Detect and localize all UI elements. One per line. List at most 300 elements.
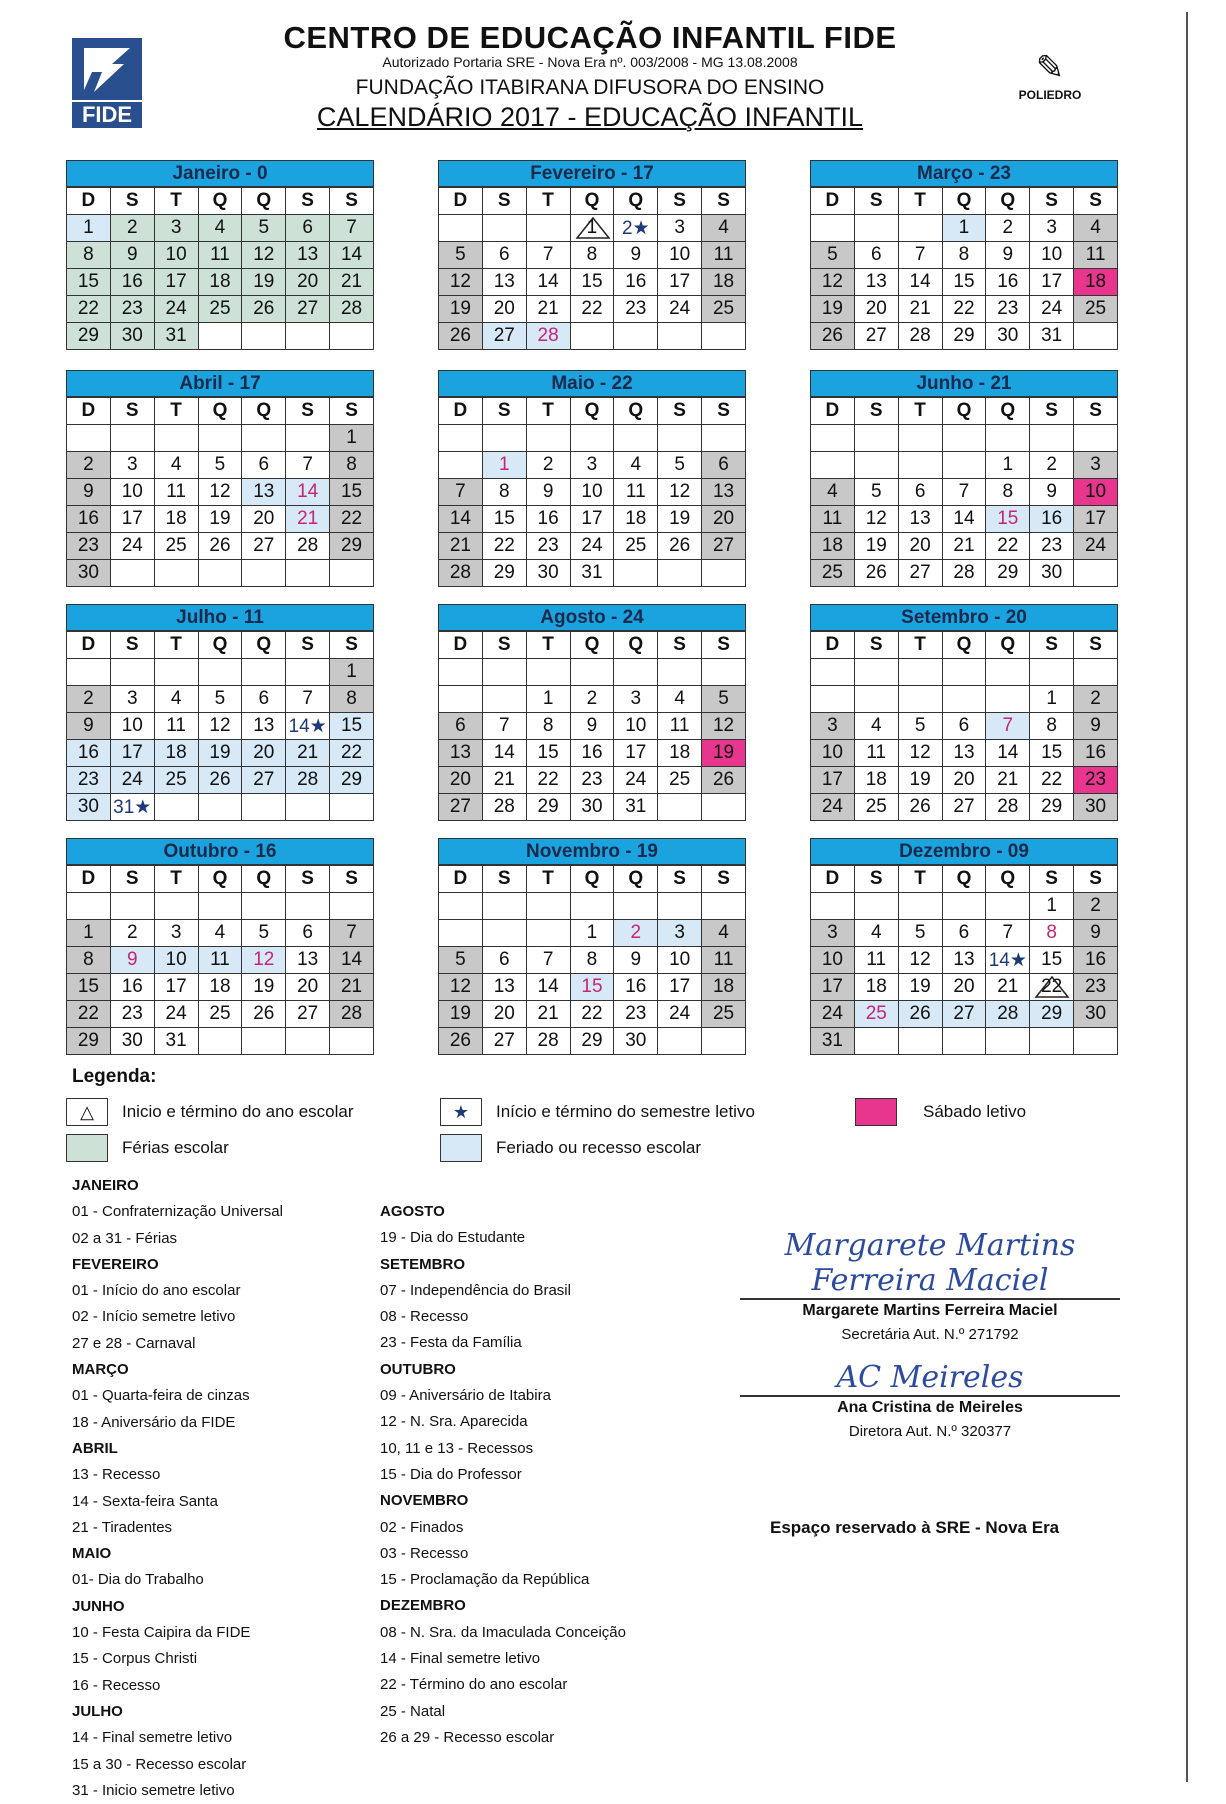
day-cell: 30 — [67, 794, 111, 821]
day-cell — [898, 425, 942, 452]
notes-entry: 22 - Término do ano escolar — [380, 1676, 568, 1694]
day-cell: 6 — [286, 920, 330, 947]
day-cell: 11 — [614, 479, 658, 506]
signer-name: Margarete Martins Ferreira Maciel — [802, 1302, 1058, 1319]
poliedro-logo-text: POLIEDRO — [1018, 88, 1082, 102]
day-cell — [110, 560, 154, 587]
day-cell: 10 — [1030, 242, 1074, 269]
notes-entry: 01 - Quarta-feira de cinzas — [72, 1387, 250, 1405]
vacation-swatch — [66, 1134, 108, 1162]
notes-month-heading: JUNHO — [72, 1597, 125, 1615]
day-cell: 5 — [854, 479, 898, 506]
day-number: 14★ — [288, 715, 327, 737]
day-cell: 18 — [702, 974, 746, 1001]
day-cell — [110, 425, 154, 452]
day-cell: 25 — [854, 1001, 898, 1028]
weekday-header: T — [154, 866, 198, 893]
day-cell: 6 — [942, 713, 986, 740]
day-cell: 16 — [526, 506, 570, 533]
month-title: Outubro - 16 — [66, 838, 374, 865]
fide-logo — [72, 38, 142, 128]
day-cell: 8 — [67, 242, 111, 269]
day-cell: 26 — [242, 296, 286, 323]
day-cell: 13 — [482, 974, 526, 1001]
day-cell: 7 — [286, 452, 330, 479]
notes-month-heading: FEVEREIRO — [72, 1255, 159, 1273]
day-cell: 11 — [154, 713, 198, 740]
day-cell: 2 — [110, 920, 154, 947]
day-cell: 20 — [898, 533, 942, 560]
day-number: 1 — [586, 217, 598, 238]
day-cell: 25 — [614, 533, 658, 560]
weekday-header: T — [526, 632, 570, 659]
day-cell — [702, 323, 746, 350]
day-cell: 11 — [198, 242, 242, 269]
day-cell: 30 — [1030, 560, 1074, 587]
day-cell: 25 — [1074, 296, 1118, 323]
day-cell — [198, 425, 242, 452]
day-cell — [614, 215, 658, 242]
day-cell: 9 — [110, 242, 154, 269]
day-cell: 4 — [154, 686, 198, 713]
day-cell — [854, 1028, 898, 1055]
day-cell: 7 — [526, 947, 570, 974]
signature-director — [740, 1360, 1120, 1440]
day-number: 31★ — [113, 796, 152, 818]
weekday-header: T — [526, 398, 570, 425]
notes-entry: 18 - Aniversário da FIDE — [72, 1413, 236, 1431]
day-cell — [242, 893, 286, 920]
notes-month-heading: ABRIL — [72, 1439, 118, 1457]
weekday-header: S — [110, 398, 154, 425]
signature-secretary — [740, 1228, 1120, 1343]
day-cell: 8 — [67, 947, 111, 974]
notes-entry: 08 - N. Sra. da Imaculada Conceição — [380, 1623, 626, 1641]
day-cell: 10 — [110, 479, 154, 506]
day-cell: 31 — [1030, 323, 1074, 350]
day-cell: 13 — [439, 740, 483, 767]
weekday-header: S — [1030, 632, 1074, 659]
day-cell: 24 — [110, 533, 154, 560]
day-cell: 30 — [570, 794, 614, 821]
weekday-header: Q — [614, 188, 658, 215]
day-cell: 28 — [330, 296, 374, 323]
day-cell: 7 — [482, 713, 526, 740]
day-cell: 13 — [898, 506, 942, 533]
day-cell: 26 — [198, 533, 242, 560]
day-cell: 26 — [854, 560, 898, 587]
weekday-header: S — [1030, 188, 1074, 215]
day-cell: 10 — [658, 947, 702, 974]
day-cell: 30 — [110, 323, 154, 350]
day-cell: 21 — [898, 296, 942, 323]
day-cell: 7 — [330, 920, 374, 947]
day-cell: 6 — [702, 452, 746, 479]
day-cell: 27 — [898, 560, 942, 587]
weekday-header: Q — [570, 398, 614, 425]
day-cell: 22 — [986, 533, 1030, 560]
weekday-header: Q — [986, 398, 1030, 425]
day-cell — [986, 659, 1030, 686]
day-cell: 4 — [154, 452, 198, 479]
day-cell: 22 — [570, 1001, 614, 1028]
day-cell: 27 — [482, 323, 526, 350]
day-cell — [1074, 1028, 1118, 1055]
month-calendar — [810, 604, 1118, 821]
day-cell: 28 — [526, 323, 570, 350]
day-cell: 21 — [482, 767, 526, 794]
day-cell — [198, 659, 242, 686]
day-cell: 20 — [242, 740, 286, 767]
day-cell: 22 — [67, 1001, 111, 1028]
day-cell: 30 — [1074, 794, 1118, 821]
day-cell: 30 — [1074, 1001, 1118, 1028]
day-cell: 6 — [439, 713, 483, 740]
sre-reserved-space: Espaço reservado à SRE - Nova Era — [770, 1518, 1060, 1537]
weekday-header: Q — [942, 632, 986, 659]
weekday-header: S — [702, 632, 746, 659]
day-cell: 20 — [854, 296, 898, 323]
day-cell: 20 — [702, 506, 746, 533]
day-cell: 11 — [854, 947, 898, 974]
day-cell: 13 — [482, 269, 526, 296]
day-cell: 15 — [1030, 740, 1074, 767]
day-cell: 12 — [198, 479, 242, 506]
legend-label: Inicio e término do ano escolar — [122, 1102, 354, 1121]
notes-right-column — [380, 1199, 626, 1751]
weekday-header: Q — [570, 866, 614, 893]
day-cell: 30 — [110, 1028, 154, 1055]
day-cell: 1 — [482, 452, 526, 479]
day-cell: 12 — [811, 269, 855, 296]
day-cell: 2 — [986, 215, 1030, 242]
day-cell: 23 — [67, 533, 111, 560]
signer-role: Diretora Aut. N.º 320377 — [848, 1423, 1012, 1440]
day-cell: 7 — [439, 479, 483, 506]
day-cell: 3 — [1074, 452, 1118, 479]
day-cell — [570, 893, 614, 920]
day-cell: 14 — [986, 740, 1030, 767]
day-cell: 6 — [942, 920, 986, 947]
day-cell: 14 — [526, 269, 570, 296]
day-cell: 16 — [986, 269, 1030, 296]
holiday-swatch — [440, 1134, 482, 1162]
day-cell: 26 — [439, 1028, 483, 1055]
weekday-header: Q — [242, 398, 286, 425]
day-cell: 9 — [1074, 920, 1118, 947]
notes-entry: 14 - Final semetre letivo — [72, 1729, 233, 1747]
day-cell: 3 — [658, 215, 702, 242]
day-cell: 24 — [811, 1001, 855, 1028]
weekday-header: S — [702, 398, 746, 425]
day-cell: 19 — [658, 506, 702, 533]
day-cell — [154, 794, 198, 821]
day-cell: 17 — [110, 740, 154, 767]
day-cell — [110, 794, 154, 821]
day-cell: 5 — [242, 215, 286, 242]
day-cell: 9 — [67, 479, 111, 506]
day-cell — [330, 893, 374, 920]
day-cell: 9 — [986, 242, 1030, 269]
day-cell: 30 — [526, 560, 570, 587]
day-cell — [1030, 425, 1074, 452]
weekday-header: S — [702, 188, 746, 215]
day-cell: 11 — [854, 740, 898, 767]
legend-item-vacation — [66, 1134, 229, 1162]
month-calendar — [66, 160, 374, 350]
poliedro-logo — [1005, 48, 1095, 102]
day-cell: 19 — [811, 296, 855, 323]
day-cell: 9 — [67, 713, 111, 740]
day-cell — [942, 686, 986, 713]
day-cell — [198, 794, 242, 821]
day-cell: 4 — [614, 452, 658, 479]
day-cell: 13 — [854, 269, 898, 296]
fide-logo-mark — [72, 38, 142, 100]
day-cell: 25 — [658, 767, 702, 794]
day-cell: 2 — [1074, 686, 1118, 713]
day-cell — [526, 425, 570, 452]
day-cell: 18 — [1074, 269, 1118, 296]
weekday-header: S — [1030, 398, 1074, 425]
weekday-header: S — [854, 398, 898, 425]
day-cell — [658, 794, 702, 821]
day-cell: 31 — [614, 794, 658, 821]
day-cell — [439, 920, 483, 947]
day-cell: 15 — [570, 974, 614, 1001]
day-cell — [67, 425, 111, 452]
day-cell: 19 — [242, 269, 286, 296]
weekday-header: Q — [198, 398, 242, 425]
weekday-header: D — [811, 632, 855, 659]
day-cell: 23 — [67, 767, 111, 794]
day-cell: 20 — [286, 269, 330, 296]
month-title: Fevereiro - 17 — [438, 160, 746, 187]
day-cell: 4 — [658, 686, 702, 713]
month-calendar — [66, 604, 374, 821]
notes-entry: 23 - Festa da Família — [380, 1334, 522, 1352]
day-cell: 3 — [811, 713, 855, 740]
notes-entry: 21 - Tiradentes — [72, 1518, 173, 1536]
day-cell — [702, 794, 746, 821]
day-cell: 15 — [330, 479, 374, 506]
weekday-header: S — [854, 632, 898, 659]
calendar-title: CALENDÁRIO 2017 - EDUCAÇÃO INFANTIL — [316, 102, 864, 132]
school-name: CENTRO DE EDUCAÇÃO INFANTIL FIDE — [283, 20, 897, 55]
notes-left-column — [72, 1173, 283, 1804]
day-cell: 2 — [67, 686, 111, 713]
day-cell: 5 — [898, 920, 942, 947]
day-cell — [854, 659, 898, 686]
signer-name: Ana Cristina de Meireles — [837, 1399, 1023, 1416]
weekday-header: S — [482, 188, 526, 215]
notes-entry: 02 - Início semetre letivo — [72, 1308, 236, 1326]
day-cell: 2 — [526, 452, 570, 479]
month-title: Março - 23 — [810, 160, 1118, 187]
day-cell: 17 — [658, 974, 702, 1001]
day-cell: 24 — [658, 1001, 702, 1028]
day-cell: 25 — [198, 296, 242, 323]
day-cell: 18 — [198, 974, 242, 1001]
day-cell — [198, 560, 242, 587]
notes-entry: 13 - Recesso — [72, 1466, 161, 1484]
day-cell — [986, 425, 1030, 452]
day-cell — [658, 425, 702, 452]
day-cell: 5 — [198, 452, 242, 479]
weekday-header: S — [110, 866, 154, 893]
day-cell: 11 — [154, 479, 198, 506]
triangle-icon: △ — [66, 1098, 108, 1126]
notes-month-heading: MAIO — [72, 1545, 112, 1563]
day-cell: 8 — [942, 242, 986, 269]
weekday-header: S — [1074, 398, 1118, 425]
notes-entry: 01 - Confraternização Universal — [72, 1203, 283, 1221]
weekday-header: S — [658, 398, 702, 425]
day-cell: 30 — [614, 1028, 658, 1055]
day-cell: 13 — [242, 713, 286, 740]
legend-item-saturday — [855, 1098, 1026, 1126]
day-cell: 27 — [942, 794, 986, 821]
day-cell: 11 — [702, 947, 746, 974]
legend-item-holiday — [440, 1134, 701, 1162]
day-cell: 14 — [526, 974, 570, 1001]
day-cell — [198, 323, 242, 350]
day-cell — [702, 425, 746, 452]
day-cell: 6 — [242, 452, 286, 479]
month-table — [66, 397, 374, 587]
day-cell: 25 — [198, 1001, 242, 1028]
day-cell: 8 — [482, 479, 526, 506]
day-cell: 7 — [942, 479, 986, 506]
day-cell: 19 — [439, 296, 483, 323]
day-cell: 4 — [198, 215, 242, 242]
day-cell: 8 — [1030, 713, 1074, 740]
day-cell: 10 — [1074, 479, 1118, 506]
notes-entry: 25 - Natal — [380, 1702, 446, 1720]
day-cell — [986, 893, 1030, 920]
day-cell — [242, 425, 286, 452]
weekday-header: S — [330, 866, 374, 893]
day-cell — [898, 686, 942, 713]
day-cell: 16 — [1030, 506, 1074, 533]
day-cell: 11 — [658, 713, 702, 740]
day-cell: 19 — [702, 740, 746, 767]
day-cell: 28 — [942, 560, 986, 587]
day-cell: 3 — [614, 686, 658, 713]
weekday-header: T — [154, 398, 198, 425]
day-cell: 15 — [986, 506, 1030, 533]
day-cell: 4 — [811, 479, 855, 506]
day-cell: 3 — [1030, 215, 1074, 242]
day-cell — [702, 560, 746, 587]
weekday-header: T — [526, 866, 570, 893]
day-cell: 29 — [67, 1028, 111, 1055]
day-cell — [1030, 1028, 1074, 1055]
day-cell: 2 — [614, 920, 658, 947]
day-cell: 30 — [986, 323, 1030, 350]
day-cell: 31 — [570, 560, 614, 587]
month-title: Abril - 17 — [66, 370, 374, 397]
day-cell: 24 — [154, 1001, 198, 1028]
day-cell: 17 — [154, 974, 198, 1001]
weekday-header: T — [154, 188, 198, 215]
day-cell: 29 — [570, 1028, 614, 1055]
day-cell: 3 — [110, 452, 154, 479]
day-cell — [526, 893, 570, 920]
day-cell: 23 — [526, 533, 570, 560]
notes-entry: 09 - Aniversário de Itabira — [380, 1387, 551, 1405]
day-cell — [702, 659, 746, 686]
day-cell — [1074, 659, 1118, 686]
day-cell: 3 — [154, 920, 198, 947]
day-cell — [942, 893, 986, 920]
day-cell — [986, 686, 1030, 713]
day-cell — [811, 215, 855, 242]
star-icon: ★ — [440, 1098, 482, 1126]
day-cell: 19 — [242, 974, 286, 1001]
day-cell: 31 — [154, 1028, 198, 1055]
document-header — [160, 20, 1020, 133]
day-cell: 27 — [482, 1028, 526, 1055]
day-cell: 22 — [526, 767, 570, 794]
day-cell — [658, 659, 702, 686]
day-cell: 14 — [942, 506, 986, 533]
day-cell — [439, 659, 483, 686]
weekday-header: Q — [986, 188, 1030, 215]
day-cell: 24 — [154, 296, 198, 323]
day-cell: 24 — [811, 794, 855, 821]
day-cell — [198, 893, 242, 920]
legend-item-semester — [440, 1098, 755, 1126]
day-cell — [658, 560, 702, 587]
day-cell: 29 — [482, 560, 526, 587]
weekday-header: T — [898, 866, 942, 893]
day-cell — [570, 659, 614, 686]
day-cell: 28 — [330, 1001, 374, 1028]
day-cell: 18 — [658, 740, 702, 767]
day-cell — [614, 425, 658, 452]
day-cell: 16 — [570, 740, 614, 767]
day-cell: 8 — [1030, 920, 1074, 947]
day-cell — [286, 659, 330, 686]
day-cell: 27 — [702, 533, 746, 560]
day-cell: 12 — [854, 506, 898, 533]
day-cell: 19 — [854, 533, 898, 560]
day-cell: 27 — [286, 296, 330, 323]
day-cell: 17 — [1074, 506, 1118, 533]
month-table — [810, 631, 1118, 821]
month-title: Setembro - 20 — [810, 604, 1118, 631]
day-cell: 13 — [286, 947, 330, 974]
month-calendar — [438, 604, 746, 821]
day-cell: 27 — [286, 1001, 330, 1028]
month-table — [810, 865, 1118, 1055]
legend-label: Férias escolar — [122, 1138, 229, 1157]
day-cell — [898, 215, 942, 242]
day-cell: 31 — [811, 1028, 855, 1055]
weekday-header: D — [811, 188, 855, 215]
weekday-header: S — [286, 188, 330, 215]
day-cell — [1074, 425, 1118, 452]
month-table — [66, 865, 374, 1055]
notes-entry: 01- Dia do Trabalho — [72, 1571, 204, 1589]
day-cell: 15 — [67, 974, 111, 1001]
weekday-header: S — [286, 632, 330, 659]
weekday-header: Q — [570, 188, 614, 215]
day-cell: 10 — [811, 740, 855, 767]
day-cell: 7 — [898, 242, 942, 269]
day-cell: 4 — [854, 713, 898, 740]
